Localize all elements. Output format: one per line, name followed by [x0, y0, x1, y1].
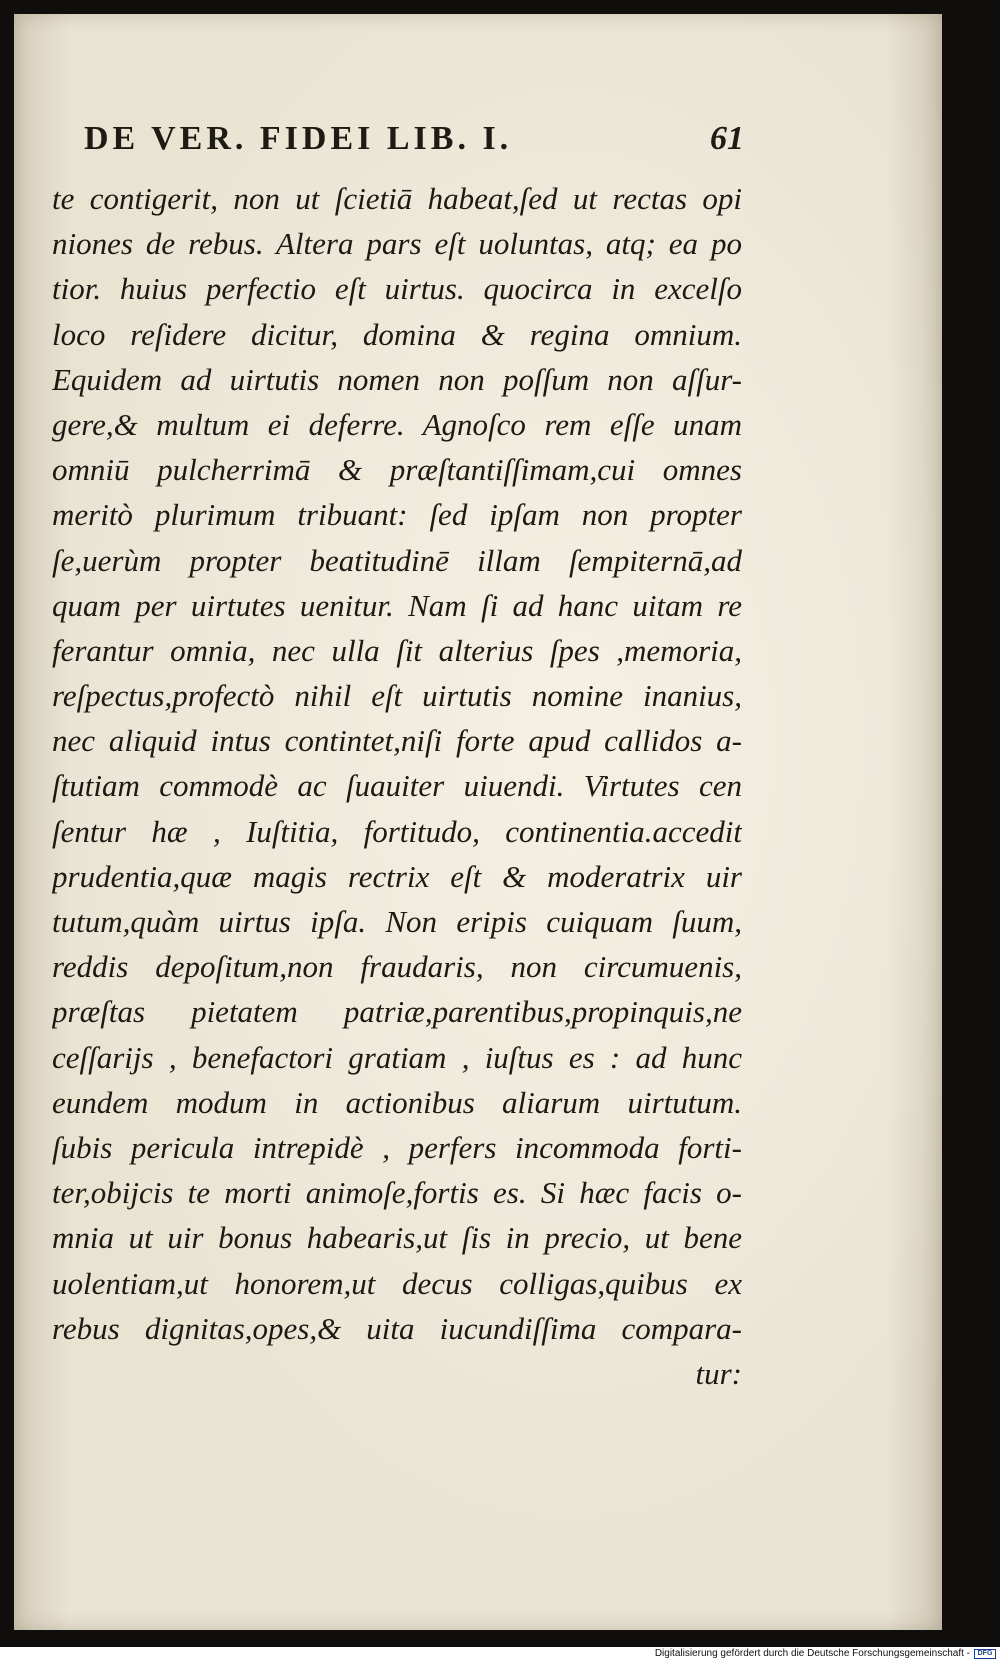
text-line: niones de rebus. Altera pars eſt uoluntas, atq; ea po [52, 226, 742, 262]
text-line: eundem modum in actionibus aliarum uirtutum. [52, 1084, 742, 1120]
text-line: tior. huius perfectio eſt uirtus. quocirca in excelſo [52, 271, 742, 307]
funding-credit: Digitalisierung gefördert durch die Deutsche Forschungsgemeinschaft - [654, 1648, 970, 1659]
text-line: nec aliquid intus contintet,niſi forte apud callidos a- [52, 723, 742, 759]
text-line: rebus dignitas,opes,& uita iucundiſſima compara- [52, 1310, 742, 1346]
dfg-logo: DFG [974, 1649, 996, 1659]
text-line: præſtas pietatem patriæ,parentibus,propinquis,ne [52, 994, 742, 1030]
text-line: gere,& multum ei deferre. Agnoſco rem eſſe unam [52, 406, 742, 442]
running-head [84, 120, 744, 164]
book-page [14, 14, 942, 1630]
text-line: te contigerit, non ut ſcietiā habeat,ſed ut rectas opi [52, 181, 742, 216]
text-line: prudentia,quæ magis rectrix eſt & moderatrix uir [52, 858, 742, 894]
text-line: ſtutiam commodè ac ſuauiter uiuendi. Virtutes cen [52, 768, 742, 804]
text-line: Equidem ad uirtutis nomen non poſſum non aſſur- [52, 361, 742, 397]
text-line: reſpectus,profectò nihil eſt uirtutis nomine inanius, [52, 678, 742, 714]
running-head-title: DE VER. FIDEI LIB. I. [84, 120, 513, 157]
text-line: ſentur hæ , Iuſtitia, fortitudo, continentia.accedit [52, 813, 742, 849]
text-line: meritò plurimum tribuant: ſed ipſam non propter [52, 497, 742, 533]
body-text [52, 176, 742, 1396]
text-line: omniū pulcherrimā & præſtantiſſimam,cui omnes [52, 452, 742, 488]
text-line: uolentiam,ut honorem,ut decus colligas,quibus ex [52, 1265, 742, 1301]
digitization-footer [0, 1647, 1000, 1661]
text-line: mnia ut uir bonus habearis,ut ſis in precio, ut bene [52, 1220, 742, 1256]
text-line: ſe,uerùm propter beatitudinē illam ſempiternā,ad [52, 542, 742, 578]
text-line: tutum,quàm uirtus ipſa. Non eripis cuiquam ſuum, [52, 904, 742, 939]
text-line: reddis depoſitum,non fraudaris, non circumuenis, [52, 949, 742, 985]
text-line: quam per uirtutes uenitur. Nam ſi ad hanc uitam re [52, 587, 742, 623]
text-line: ferantur omnia, nec ulla ſit alterius ſpes ,memoria, [52, 632, 742, 668]
text-line: ter,obijcis te morti animoſe,fortis es. Si hæc facis o- [52, 1175, 742, 1211]
page-number: 61 [710, 120, 744, 157]
text-line: ſubis pericula intrepidè , perfers incommoda forti- [52, 1129, 742, 1165]
catchword-line: tur: [695, 1355, 742, 1391]
text-line: ceſſarijs , benefactori gratiam , iuſtus es : ad hunc [52, 1039, 742, 1075]
text-line: loco reſidere dicitur, domina & regina omnium. [52, 316, 742, 352]
